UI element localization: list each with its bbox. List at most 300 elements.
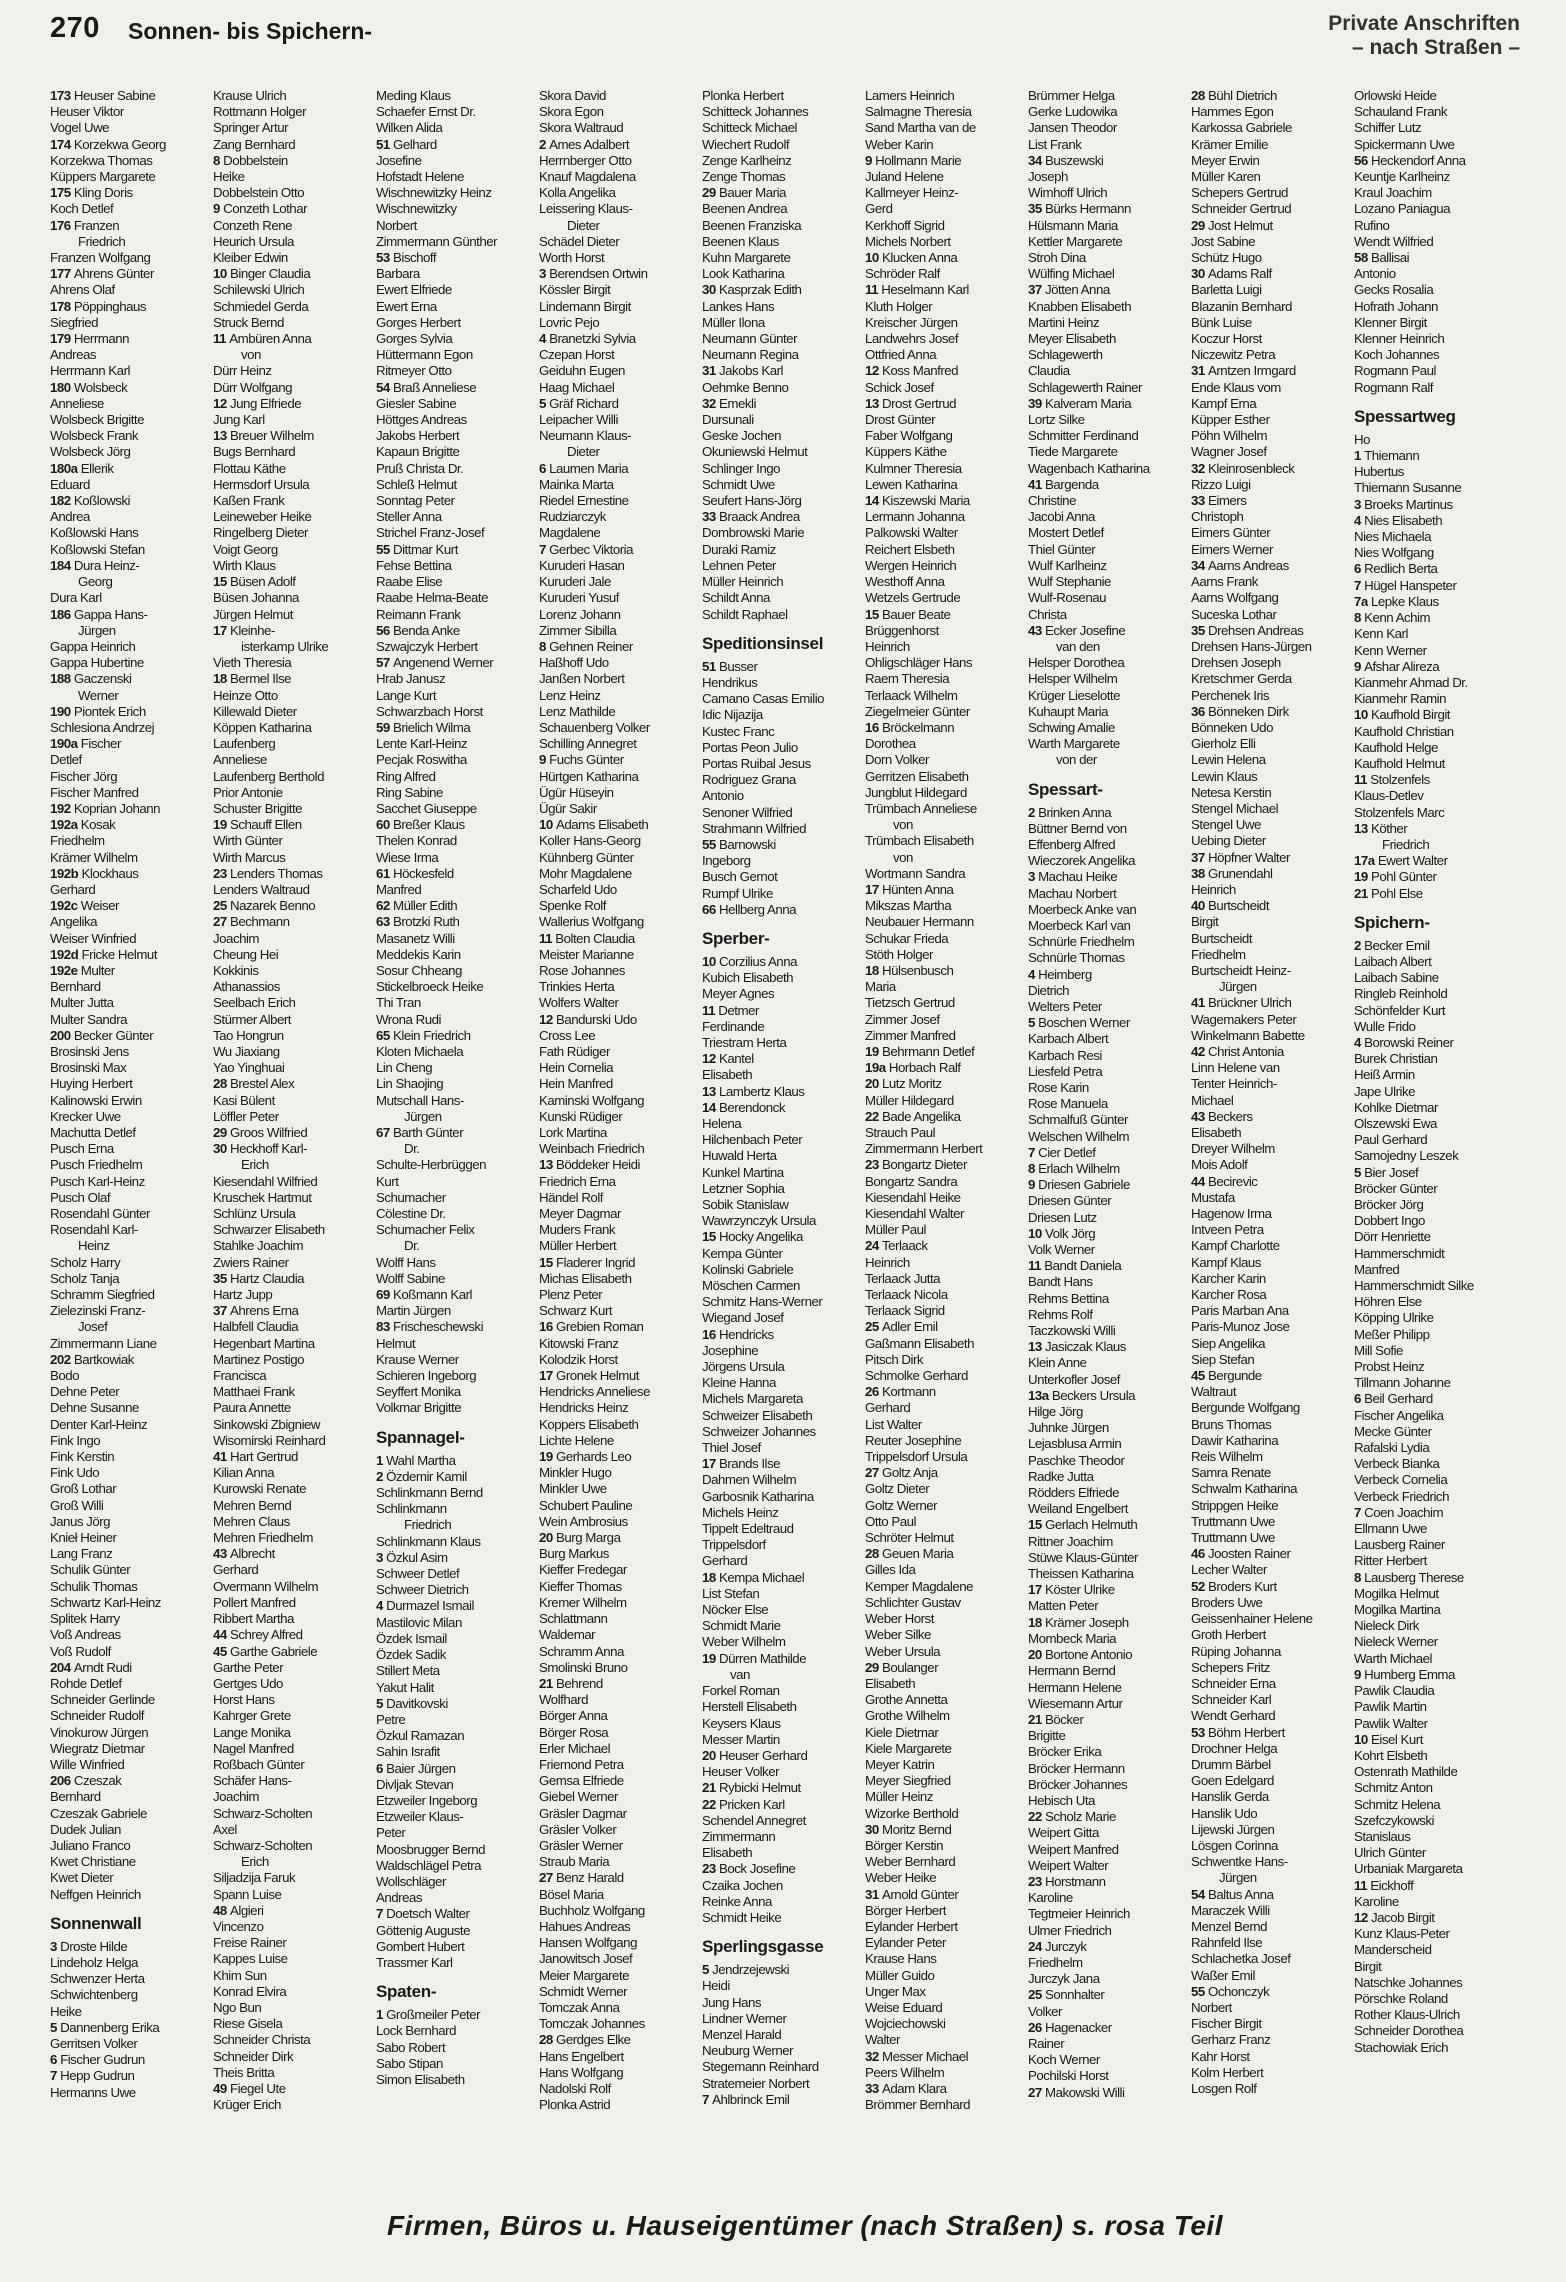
directory-entry: 184 Dura Heinz- (50, 557, 140, 573)
directory-entry: Czeszak Gabriele (50, 1805, 147, 1821)
directory-entry: Hebisch Uta (1028, 1792, 1095, 1808)
directory-entry: Werner (78, 687, 119, 703)
directory-entry: 12 Jung Elfriede (213, 395, 302, 411)
directory-entry: Kloten Michaela (376, 1043, 464, 1059)
directory-entry: Hein Manfred (539, 1076, 613, 1092)
directory-entry: 4 Heimberg (1028, 966, 1092, 982)
directory-entry: Schneider Christa (213, 2032, 311, 2048)
directory-entry: Büttner Bernd von (1028, 820, 1127, 836)
directory-entry: Fischer Angelika (1354, 1407, 1444, 1423)
directory-entry: Erich (241, 1157, 269, 1173)
directory-entry: Laufenberg Berthold (213, 768, 325, 784)
directory-entry: Plonka Herbert (702, 88, 784, 103)
directory-entry: Francisca (213, 1368, 267, 1384)
directory-entry: Schwarzer Elisabeth (213, 1222, 325, 1238)
directory-entry: Drumm Bärbel (1191, 1756, 1271, 1772)
directory-entry: Brosinski Max (50, 1060, 127, 1076)
directory-entry: Gerke Ludowika (1028, 104, 1118, 120)
directory-entry: Schick Josef (865, 379, 934, 395)
directory-entry: 14 Berendonck (702, 1099, 785, 1115)
directory-entry: 14 Kiszewski Maria (865, 493, 970, 509)
directory-entry: Fink Kerstin (50, 1449, 115, 1465)
directory-entry: Kleiber Edwin (213, 250, 288, 266)
directory-entry: 34 Aarns Andreas (1191, 557, 1289, 573)
directory-entry: Bernhard (50, 979, 101, 995)
directory-entry: Strippgen Heike (1191, 1497, 1279, 1513)
directory-entry: Janßen Norbert (539, 671, 625, 687)
directory-entry: Broders Uwe (1191, 1594, 1263, 1610)
directory-entry: Gappa Heinrich (50, 638, 136, 654)
directory-entry: Szefczykowski (1354, 1812, 1434, 1828)
directory-entry: Bugs Bernhard (213, 444, 296, 460)
directory-entry: 16 Hendricks (702, 1326, 774, 1342)
directory-entry: Meyer Katrin (865, 1756, 935, 1772)
directory-entry: Paris Marban Ana (1191, 1303, 1289, 1319)
directory-entry: Hammerschmidt (1354, 1245, 1445, 1261)
directory-entry: Friedhelm (50, 833, 105, 849)
directory-entry: 83 Frischeschewski (376, 1319, 484, 1335)
directory-entry: Wolff Sabine (376, 1270, 445, 1286)
directory-entry: Bernhard (50, 1789, 101, 1805)
directory-entry: Kianmehr Ahmad Dr. (1354, 674, 1468, 690)
directory-column-2 (213, 88, 376, 2178)
directory-entry: Dehne Susanne (50, 1400, 139, 1416)
directory-entry: Rafalski Lydia (1354, 1440, 1430, 1456)
directory-entry: Angelika (50, 914, 98, 930)
directory-entry: 180a Ellerik (50, 460, 114, 476)
directory-entry: Schleß Helmut (376, 476, 457, 492)
directory-entry: Burek Christian (1354, 1051, 1438, 1067)
directory-entry: 9 Hollmann Marie (865, 152, 962, 168)
directory-entry: Lewin Klaus (1191, 768, 1258, 784)
directory-entry: Kohrt Elsbeth (1354, 1747, 1428, 1763)
directory-entry: 59 Brielich Wilma (376, 719, 471, 735)
directory-entry: Tippelt Edeltraud (702, 1521, 794, 1537)
directory-entry: Schlichter Gustav (865, 1594, 961, 1610)
directory-entry: Wiegratz Dietmar (50, 1740, 145, 1756)
directory-entry: Karoline (1354, 1893, 1399, 1909)
street-heading: Sperlingsgasse (702, 1937, 824, 1957)
directory-entry: Suceska Lothar (1191, 606, 1277, 622)
directory-entry: Christa (1028, 606, 1067, 622)
directory-entry: Dura Karl (50, 590, 102, 606)
directory-entry: Schlünz Ursula (213, 1206, 296, 1222)
directory-entry: Barbara (376, 266, 420, 282)
directory-entry: Groth Herbert (1191, 1627, 1266, 1643)
directory-entry: Schildt Raphael (702, 606, 788, 622)
directory-entry: 29 Bauer Maria (702, 185, 786, 201)
directory-entry: Burtscheidt Heinz- (1191, 962, 1291, 978)
directory-entry: Buchholz Wolfgang (539, 1902, 645, 1918)
directory-entry: Weipert Manfred (1028, 1841, 1119, 1857)
directory-entry: Kubich Elisabeth (702, 970, 794, 986)
directory-entry: Bröcker Erika (1028, 1744, 1102, 1760)
directory-entry: Kitowski Franz (539, 1335, 619, 1351)
directory-entry: Schmidt Uwe (702, 476, 775, 492)
directory-entry: Schiffer Lutz (1354, 120, 1422, 136)
directory-entry: 19 Gerhards Leo (539, 1449, 632, 1465)
directory-entry: Kerkhoff Sigrid (865, 217, 945, 233)
directory-entry: Scholz Harry (50, 1254, 121, 1270)
directory-entry: Stillert Meta (376, 1663, 440, 1679)
directory-entry: Voigt Georg (213, 541, 278, 557)
directory-entry: Menzel Harald (702, 2026, 782, 2042)
directory-entry: Mogilka Helmut (1354, 1585, 1439, 1601)
directory-entry: Heinrich (865, 638, 910, 654)
directory-entry: 65 Klein Friedrich (376, 1027, 471, 1043)
directory-entry: Seufert Hans-Jörg (702, 493, 802, 509)
directory-entry: Paul Gerhard (1354, 1132, 1428, 1148)
directory-entry: 19 Pohl Günter (1354, 869, 1437, 885)
directory-entry: Salmagne Theresia (865, 104, 972, 120)
directory-entry: Zimmer Josef (865, 1011, 940, 1027)
directory-entry: 24 Jurczyk (1028, 1938, 1087, 1954)
directory-entry: Raabe Helma-Beate (376, 590, 488, 606)
directory-entry: Friedrich Erna (539, 1173, 616, 1189)
directory-entry: Lin Cheng (376, 1060, 433, 1076)
directory-entry: Heinze Otto (213, 687, 278, 703)
directory-entry: Nöcker Else (702, 1602, 769, 1618)
directory-entry: Martini Heinz (1028, 314, 1100, 330)
directory-entry: 34 Buszewski (1028, 152, 1104, 168)
directory-entry: Pruß Christa Dr. (376, 460, 464, 476)
directory-entry: Prior Antonie (213, 784, 283, 800)
directory-entry: Camano Casas Emilio (702, 691, 825, 707)
directory-entry: Wiesemann Artur (1028, 1695, 1123, 1711)
directory-entry: 49 Fiegel Ute (213, 2080, 286, 2096)
directory-entry: Özkul Ramazan (376, 1728, 465, 1744)
directory-entry: Schendel Annegret (702, 1812, 806, 1828)
directory-entry: Terlaack Nicola (865, 1287, 948, 1303)
directory-entry: Ellmann Uwe (1354, 1521, 1427, 1537)
directory-entry: Nieleck Dirk (1354, 1618, 1419, 1634)
directory-entry: Wischnewitzky Heinz (376, 185, 492, 201)
directory-entry: Stickelbroeck Heike (376, 979, 484, 995)
directory-entry: Messer Martin (702, 1731, 780, 1747)
directory-entry: Stroh Dina (1028, 250, 1086, 266)
directory-entry: Ngo Bun (213, 1999, 262, 2015)
directory-entry: Muders Frank (539, 1222, 616, 1238)
directory-entry: Weiser Winfried (50, 930, 137, 946)
directory-entry: 15 Bauer Beate (865, 606, 951, 622)
directory-entry: Groß Lothar (50, 1481, 117, 1497)
directory-entry: Bergunde Wolfgang (1191, 1400, 1300, 1416)
directory-entry: Eylander Herbert (865, 1918, 958, 1934)
directory-entry: 41 Bargenda (1028, 476, 1099, 492)
directory-entry: Strauch Paul (865, 1125, 936, 1140)
directory-entry: Krause Hans (865, 1951, 937, 1967)
directory-entry: Gombert Hubert (376, 1938, 465, 1954)
directory-entry: Schlagewerth Rainer (1028, 379, 1142, 395)
directory-entry: Kaminski Wolfgang (539, 1092, 645, 1108)
directory-entry: Volk Werner (1028, 1242, 1095, 1258)
directory-entry: Dursunali (702, 412, 754, 428)
directory-entry: Schmidt Heike (702, 1909, 782, 1925)
directory-entry: Schweer Dietrich (376, 1582, 469, 1598)
directory-entry: Antonio (702, 788, 744, 804)
directory-entry: Schnürle Friedhelm (1028, 934, 1135, 950)
directory-entry: Schwarz-Scholten (213, 1805, 313, 1821)
directory-entry: Skora Egon (539, 104, 604, 120)
directory-entry: 18 Krämer Joseph (1028, 1614, 1129, 1630)
directory-entry: Köppen Katharina (213, 719, 312, 735)
directory-entry: Tenter Heinrich- (1191, 1076, 1277, 1092)
directory-entry: Heuser Viktor (50, 104, 124, 120)
directory-entry: 63 Brotzki Ruth (376, 914, 460, 930)
directory-entry: 26 Kortmann (865, 1384, 936, 1400)
directory-entry: Kapaun Brigitte (376, 444, 460, 460)
directory-entry: Wortmann Sandra (865, 865, 966, 881)
directory-entry: 6 Redlich Berta (1354, 561, 1438, 577)
directory-entry: Michels Norbert (865, 233, 951, 249)
directory-entry: Ewert Erna (376, 298, 437, 314)
directory-entry: Kolm Herbert (1191, 2064, 1264, 2080)
directory-entry: Ulrich Günter (1354, 1845, 1426, 1861)
directory-entry: Rogmann Paul (1354, 363, 1436, 379)
directory-entry: Elisabeth (702, 1845, 753, 1861)
directory-entry: Idic Nijazija (702, 707, 763, 723)
directory-entry: Heike (213, 169, 245, 185)
page-header (50, 8, 1520, 88)
directory-entry: Wirth Günter (213, 833, 283, 849)
directory-entry: Schwenzer Herta (50, 1971, 145, 1987)
directory-entry: Trümbach Anneliese (865, 800, 977, 816)
directory-entry: Jacobi Anna (1028, 509, 1095, 525)
directory-entry: Kraul Joachim (1354, 185, 1432, 201)
directory-entry: Zimmermann Günther (376, 233, 498, 249)
directory-entry: Meier Margarete (539, 1967, 630, 1983)
directory-entry: Schweizer Johannes (702, 1423, 816, 1439)
directory-entry: 8 Gehnen Reiner (539, 638, 633, 654)
directory-entry: Fischer Jörg (50, 768, 118, 784)
directory-entry: Dieter (567, 217, 600, 233)
directory-entry: Stürmer Albert (213, 1011, 291, 1027)
directory-entry: Schulik Günter (50, 1562, 131, 1578)
directory-entry: Hartz Jupp (213, 1287, 273, 1303)
directory-entry: Garthe Peter (213, 1659, 284, 1675)
directory-entry: Thiemann Susanne (1354, 480, 1462, 496)
directory-entry: List Walter (865, 1416, 922, 1432)
directory-entry: Trümbach Elisabeth (865, 833, 974, 849)
directory-entry: 6 Baier Jürgen (376, 1760, 456, 1776)
directory-entry: 22 Bade Angelika (865, 1108, 961, 1124)
directory-entry: Schneider Karl (1191, 1692, 1272, 1708)
directory-entry: Huying Herbert (50, 1076, 133, 1092)
directory-entry: 8 Kenn Achim (1354, 610, 1431, 626)
directory-entry: Brümmer Helga (1028, 88, 1115, 103)
directory-entry: 45 Garthe Gabriele (213, 1643, 318, 1659)
directory-entry: Faber Wolfgang (865, 428, 953, 444)
directory-entry: Zenge Thomas (702, 169, 786, 185)
directory-entry: Kappes Luise (213, 1951, 288, 1967)
directory-entry: Wirth Marcus (213, 849, 286, 865)
directory-entry: Meddekis Karin (376, 946, 461, 962)
directory-entry: Uebing Dieter (1191, 833, 1266, 849)
directory-entry: Sosur Chheang (376, 962, 462, 978)
directory-entry: 4 Durmazel Ismail (376, 1598, 474, 1614)
directory-entry: Ingeborg (702, 853, 751, 869)
directory-entry: Dreyer Wilhelm (1191, 1141, 1275, 1157)
directory-entry: Lindemann Birgit (539, 298, 631, 314)
directory-entry: Trassmer Karl (376, 1954, 453, 1970)
directory-entry: Hilge Jörg (1028, 1404, 1083, 1420)
directory-entry: Özdek Sadik (376, 1647, 446, 1663)
directory-entry: 6 Beil Gerhard (1354, 1391, 1433, 1407)
directory-entry: Wischnewitzky (376, 201, 457, 217)
directory-entry: 22 Pricken Karl (702, 1796, 785, 1812)
directory-entry: Strahmann Wilfried (702, 820, 807, 836)
directory-entry: Brömmer Bernhard (865, 2097, 971, 2113)
directory-entry: 19a Horbach Ralf (865, 1060, 961, 1076)
directory-entry: Tomczak Johannes (539, 2016, 645, 2032)
directory-entry: Denter Karl-Heinz (50, 1416, 148, 1432)
directory-entry: 12 Jacob Birgit (1354, 1909, 1435, 1925)
directory-entry: Rödders Elfriede (1028, 1485, 1120, 1501)
directory-entry: Maraczek Willi (1191, 1902, 1270, 1918)
directory-entry: Hubertus (1354, 464, 1404, 480)
directory-entry: Ritter Herbert (1354, 1553, 1427, 1569)
directory-entry: Michels Margareta (702, 1391, 803, 1407)
directory-entry: Laibach Sabine (1354, 970, 1439, 986)
directory-entry: Tomczak Anna (539, 1999, 620, 2015)
directory-entry: Dr. (404, 1238, 420, 1254)
directory-entry: 51 Busser (702, 658, 758, 674)
directory-entry: Samojedny Leszek (1354, 1148, 1459, 1164)
directory-entry: 55 Dittmar Kurt (376, 541, 458, 557)
directory-entry: Straub Maria (539, 1854, 610, 1870)
directory-entry: Schauland Frank (1354, 104, 1448, 120)
directory-entry: Krause Ulrich (213, 88, 287, 103)
directory-entry: Schneider Gerlinde (50, 1692, 155, 1708)
directory-entry: 23 Horstmann (1028, 1873, 1106, 1889)
directory-entry: Ho (1354, 431, 1370, 447)
directory-entry: Terlaack Jutta (865, 1270, 941, 1286)
directory-entry: Karcher Rosa (1191, 1287, 1267, 1303)
directory-entry: Verbeck Cornelia (1354, 1472, 1448, 1488)
directory-entry: Schuster Brigitte (213, 800, 303, 816)
street-heading: Spannagel- (376, 1427, 465, 1447)
directory-entry: Mombeck Maria (1028, 1630, 1117, 1646)
directory-entry: Kretschmer Gerda (1191, 671, 1292, 687)
directory-entry: Kulmner Theresia (865, 460, 962, 476)
directory-entry: Busch Gernot (702, 869, 778, 885)
directory-entry: 15 Gerlach Helmuth (1028, 1517, 1138, 1533)
directory-entry: 45 Bergunde (1191, 1368, 1262, 1384)
directory-entry: Küppers Käthe (865, 444, 947, 460)
directory-columns (50, 88, 1520, 2178)
directory-entry: Eduard (50, 476, 90, 492)
directory-entry: Göttenig Auguste (376, 1922, 471, 1938)
directory-entry: 57 Angenend Werner (376, 655, 494, 671)
directory-entry: Gerritzen Elisabeth (865, 768, 969, 784)
directory-entry: Wolff Hans (376, 1254, 436, 1270)
directory-entry: 192b Klockhaus (50, 865, 139, 881)
directory-entry: Ahrens Olaf (50, 282, 115, 298)
directory-entry: Kettler Margarete (1028, 233, 1123, 249)
directory-entry: 7 Hügel Hanspeter (1354, 577, 1457, 593)
directory-entry: Wagner Josef (1191, 444, 1267, 460)
directory-entry: Welschen Wilhelm (1028, 1128, 1130, 1144)
directory-entry: Wu Jiaxiang (213, 1043, 280, 1059)
directory-entry: Mainka Marta (539, 476, 614, 492)
directory-entry: Kunski Rüdiger (539, 1108, 623, 1124)
directory-entry: Friedhelm (1191, 946, 1246, 962)
directory-entry: 35 Hartz Claudia (213, 1270, 305, 1286)
directory-entry: Lermann Johanna (865, 509, 965, 525)
directory-entry: Kühnberg Günter (539, 849, 634, 865)
directory-entry: Kampf Erna (1191, 395, 1257, 411)
directory-entry: Geiduhn Eugen (539, 363, 625, 379)
directory-entry: Lausberg Rainer (1354, 1537, 1445, 1553)
directory-entry: 32 Kleinrosenbleck (1191, 460, 1295, 476)
directory-entry: Georg (78, 574, 113, 590)
directory-entry: Lindner Werner (702, 2010, 787, 2026)
directory-entry: Trippelsdorf Ursula (865, 1449, 968, 1465)
directory-entry: Karoline (1028, 1890, 1073, 1906)
directory-entry: Hendricks Heinz (539, 1400, 629, 1416)
directory-entry: Wendt Gerhard (1191, 1708, 1276, 1724)
directory-entry: Otto Paul (865, 1513, 916, 1529)
directory-entry: Gilles Ida (865, 1562, 916, 1578)
directory-entry: List Frank (1028, 136, 1082, 152)
directory-entry: Jürgen (1219, 1870, 1257, 1886)
directory-entry: Ring Alfred (376, 768, 436, 784)
directory-entry: Schröter Helmut (865, 1530, 954, 1546)
directory-entry: Grothe Wilhelm (865, 1708, 950, 1724)
directory-entry: Dudek Julian (50, 1821, 121, 1837)
directory-entry: Mustafa (1191, 1189, 1235, 1205)
directory-entry: 5 Dannenberg Erika (50, 2019, 160, 2035)
directory-entry: Garbosnik Katharina (702, 1488, 814, 1504)
directory-entry: Zimmermann Herbert (865, 1141, 983, 1157)
directory-entry: 31 Arnold Günter (865, 1886, 959, 1902)
directory-entry: 19 Behrmann Detlef (865, 1043, 975, 1059)
directory-entry: Rehms Rolf (1028, 1306, 1093, 1322)
directory-entry: 51 Gelhard (376, 136, 437, 152)
directory-entry: Beenen Andrea (702, 201, 788, 217)
directory-entry: Hüttermann Egon (376, 347, 473, 363)
directory-entry: Jost Sabine (1191, 233, 1255, 249)
directory-entry: Hahues Andreas (539, 1918, 631, 1934)
directory-entry: 18 Bermel Ilse (213, 671, 292, 687)
directory-entry: 182 Koßlowski (50, 493, 130, 509)
directory-entry: Intveen Petra (1191, 1222, 1264, 1238)
directory-entry: Kolinski Gabriele (702, 1261, 794, 1277)
directory-entry: Bönneken Udo (1191, 719, 1273, 735)
directory-entry: Maria (865, 979, 896, 995)
directory-entry: Killewald Dieter (213, 703, 297, 719)
directory-entry: Schwarzbach Horst (376, 703, 483, 719)
directory-entry: Kieffer Thomas (539, 1578, 622, 1594)
directory-entry: Kaufhold Helmut (1354, 755, 1445, 771)
directory-entry: Lijewski Jürgen (1191, 1821, 1275, 1837)
directory-entry: 30 Kasprzak Edith (702, 282, 802, 298)
directory-entry: Lenz Heinz (539, 687, 601, 703)
directory-entry: Birgit (1354, 1958, 1382, 1974)
directory-entry: 1 Wahl Martha (376, 1452, 456, 1468)
directory-entry: Weipert Walter (1028, 1857, 1109, 1873)
directory-entry: Manderscheid (1354, 1942, 1432, 1958)
directory-entry: Koßlowski Stefan (50, 541, 145, 557)
directory-entry: Mehren Bernd (213, 1497, 292, 1513)
directory-entry: Mostert Detlef (1028, 525, 1104, 541)
directory-entry: Schwarz-Scholten (213, 1837, 313, 1853)
directory-entry: 13 Böddeker Heidi (539, 1157, 640, 1173)
directory-entry: Siegfried (50, 314, 98, 330)
directory-entry: Waltraut (1191, 1384, 1237, 1400)
directory-entry: Leissering Klaus- (539, 201, 633, 217)
directory-entry: Meister Marianne (539, 946, 634, 962)
